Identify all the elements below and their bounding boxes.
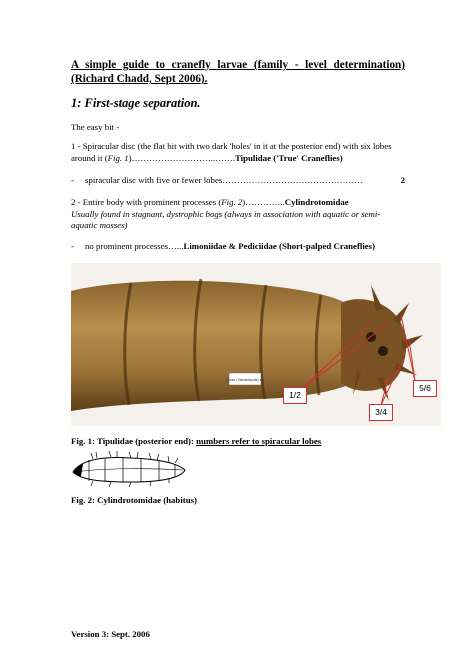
key-lead-1b xyxy=(71,175,405,187)
lobe-label-1-2: 1/2 xyxy=(283,387,307,404)
document-title: A simple guide to cranefly larvae (family - level determination) (Richard Chadd, Sept 2006). xyxy=(71,59,405,85)
lead-1b-text-wrap xyxy=(85,175,405,187)
lead-2-suffix: )………….. xyxy=(242,197,285,207)
lead-1b-dash: - xyxy=(71,175,74,185)
lobe-label-3-4: 3/4 xyxy=(369,404,393,421)
section-heading: 1: First-stage separation. xyxy=(71,96,201,110)
lead-1-prefix: 1 - Spiracular disc (the flat bit with two dark 'holes' in it at the posterior end) with six lobes around it ( xyxy=(71,141,392,163)
lead-1-fig-ref: Fig. 1 xyxy=(107,152,129,163)
lead-2-result: Cylindrotomidae xyxy=(284,197,349,207)
lead-2b-text: no prominent processes…... xyxy=(85,241,184,251)
figure-1-caption-prefix: Fig. 1: Tipulidae (posterior end): xyxy=(71,436,197,446)
lead-2b-text-wrap xyxy=(85,241,405,253)
lead-2-note: Usually found in stagnant, dystrophic bogs (always in association with aquatic or semi-aquatic mosses) xyxy=(71,208,381,230)
lead-1b-text: spiracular disc with five or fewer lobes………………………………………… xyxy=(85,175,364,185)
larva-posterior-image xyxy=(71,263,441,426)
figure-1-caption-underlined: numbers refer to spiracular lobes xyxy=(196,436,322,446)
lead-1-suffix: )………………………..……. xyxy=(128,152,235,163)
lead-1-result: Tipulidae ('True' Craneflies) xyxy=(234,152,343,163)
specimen-label: Tipula (Yamatotipula) sp. xyxy=(225,378,265,382)
lead-2b-dash: - xyxy=(71,241,74,251)
figure-1-photo xyxy=(71,263,441,426)
intro-text: The easy bit - xyxy=(71,122,120,132)
key-lead-2b xyxy=(71,241,405,253)
key-lead-2 xyxy=(71,197,405,232)
key-lead-1 xyxy=(71,141,405,164)
lobe-label-5-6: 5/6 xyxy=(413,380,437,397)
figure-2-drawing xyxy=(71,450,189,488)
version-footer: Version 3: Sept. 2006 xyxy=(71,629,150,639)
lead-1b-result: 2 xyxy=(400,175,405,185)
lead-2b-result: Limoniidae & Pediciidae (Short-palped Craneflies) xyxy=(183,241,376,251)
figure-2-caption: Fig. 2: Cylindrotomidae (habitus) xyxy=(71,495,197,505)
figure-1-caption xyxy=(71,436,321,446)
lead-2-prefix: 2 - Entire body with prominent processes ( xyxy=(71,197,222,207)
lead-2-fig-ref: Fig. 2 xyxy=(221,197,243,207)
